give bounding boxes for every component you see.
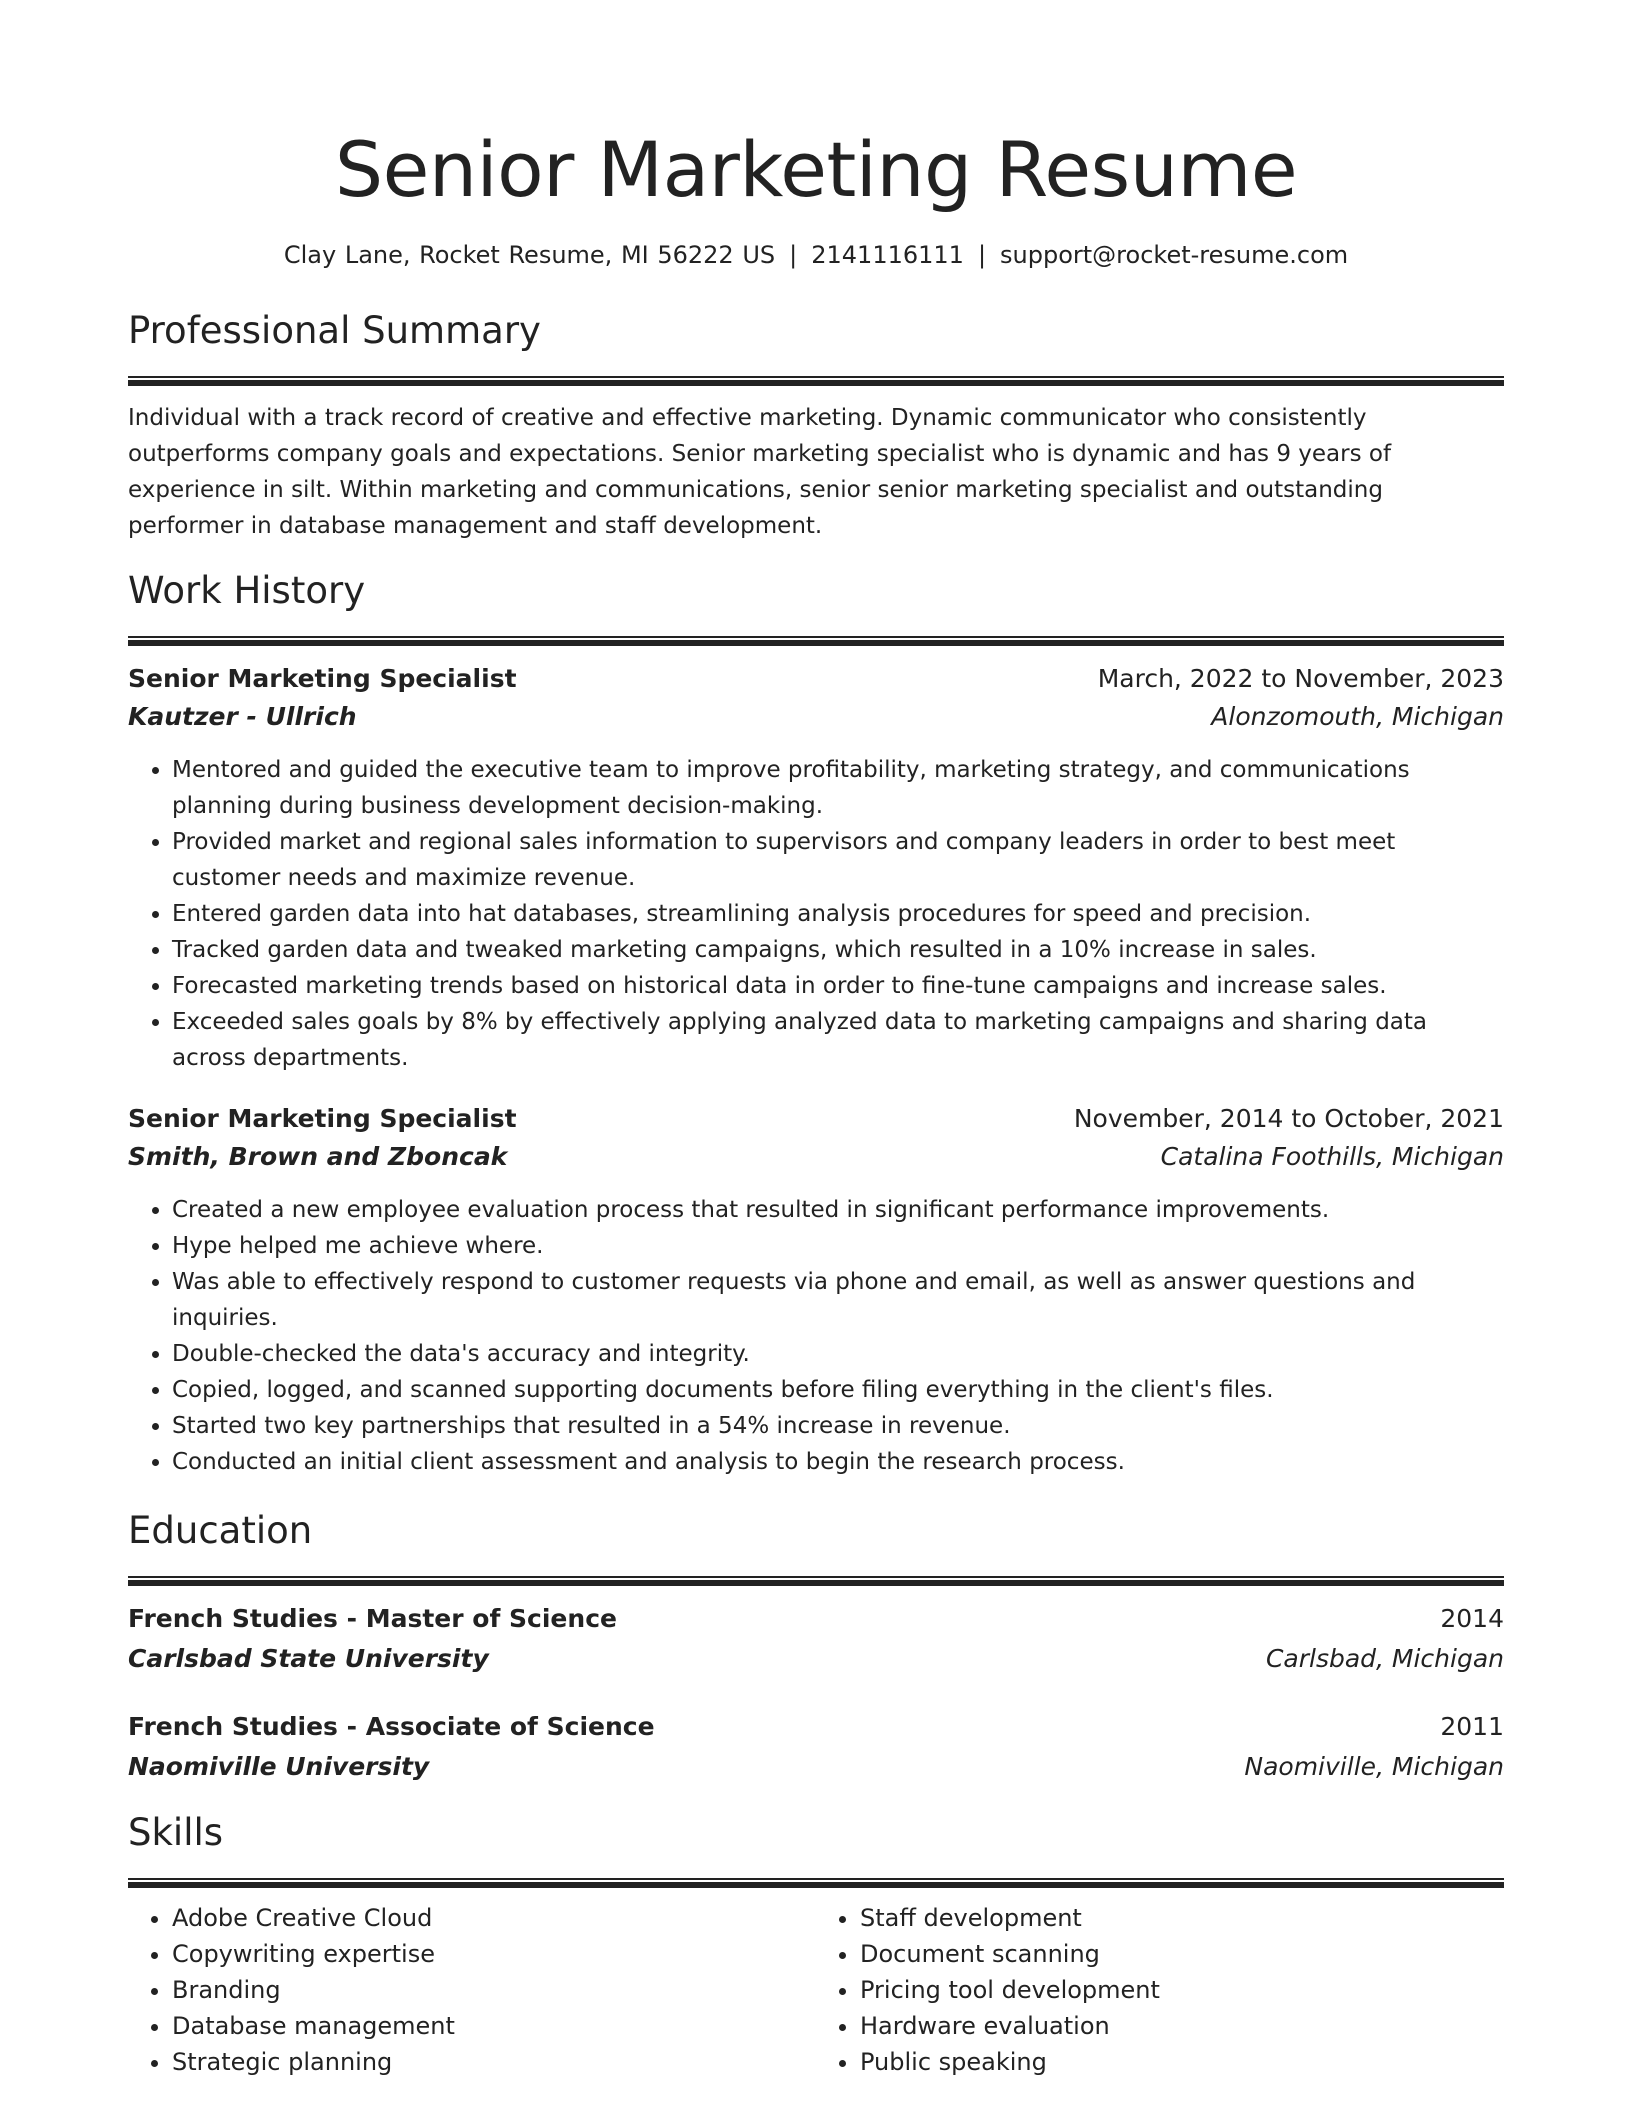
- skill-item: • Adobe Creative Cloud: [172, 1900, 816, 1936]
- skill-item: • Branding: [172, 1972, 816, 2008]
- job-bullets: [128, 752, 1504, 1076]
- education-section: [128, 1506, 1504, 1786]
- list-item: • Forecasted marketing trends based on historical data in order to fine-tune campaigns and increase sales.: [172, 968, 1504, 1004]
- education-year: 2014: [1440, 1604, 1504, 1633]
- list-item: • Hype helped me achieve where.: [172, 1228, 1504, 1264]
- job-header: [128, 1100, 1504, 1138]
- education-year: 2011: [1440, 1712, 1504, 1741]
- section-divider: [128, 376, 1504, 386]
- section-heading-education: Education: [128, 1509, 313, 1552]
- section-divider: [128, 636, 1504, 646]
- skill-item: • Staff development: [860, 1900, 1504, 1936]
- education-entry: [128, 1600, 1504, 1678]
- education-school: Carlsbad State University: [128, 1644, 489, 1673]
- education-subheader: [128, 1640, 1504, 1678]
- section-heading-work: Work History: [128, 569, 366, 612]
- education-location: Carlsbad, Michigan: [1265, 1644, 1504, 1673]
- job-entry: [128, 660, 1504, 1076]
- education-entry: [128, 1708, 1504, 1786]
- section-heading-skills: Skills: [128, 1811, 224, 1854]
- education-degree: French Studies - Associate of Science: [128, 1712, 655, 1741]
- education-location: Naomiville, Michigan: [1244, 1752, 1504, 1781]
- contact-phone: 2141116111: [811, 241, 964, 269]
- education-school: Naomiville University: [128, 1752, 430, 1781]
- list-item: • Created a new employee evaluation process that resulted in significant performance improvements.: [172, 1192, 1504, 1228]
- list-item: • Copied, logged, and scanned supporting documents before filing everything in the client's files.: [172, 1372, 1504, 1408]
- skill-item: • Pricing tool development: [860, 1972, 1504, 2008]
- contact-address: Clay Lane, Rocket Resume, MI 56222 US: [283, 241, 776, 269]
- list-item: • Started two key partnerships that resulted in a 54% increase in revenue.: [172, 1408, 1504, 1444]
- list-item: • Mentored and guided the executive team to improve profitability, marketing strategy, and communications planning during business development decision-making.: [172, 752, 1504, 824]
- skill-item: • Hardware evaluation: [860, 2008, 1504, 2044]
- list-item: • Was able to effectively respond to customer requests via phone and email, as well as answer questions and inquiries.: [172, 1264, 1504, 1336]
- job-header: [128, 660, 1504, 698]
- summary-section: [128, 306, 1504, 544]
- list-item: • Exceeded sales goals by 8% by effectively applying analyzed data to marketing campaigns and sharing data across departments.: [172, 1004, 1504, 1076]
- skills-section: [128, 1808, 1504, 2080]
- list-item: • Conducted an initial client assessment and analysis to begin the research process.: [172, 1444, 1504, 1480]
- job-subheader: [128, 1138, 1504, 1176]
- list-item: • Double-checked the data's accuracy and integrity.: [172, 1336, 1504, 1372]
- skill-item: • Database management: [172, 2008, 816, 2044]
- job-subheader: [128, 698, 1504, 736]
- job-bullets: [128, 1192, 1504, 1480]
- education-degree: French Studies - Master of Science: [128, 1604, 617, 1633]
- list-item: • Provided market and regional sales information to supervisors and company leaders in order to best meet customer needs and maximize revenue.: [172, 824, 1504, 896]
- job-location: Catalina Foothills, Michigan: [1160, 1142, 1504, 1171]
- list-item: • Entered garden data into hat databases, streamlining analysis procedures for speed and precision.: [172, 896, 1504, 932]
- skill-item: • Public speaking: [860, 2044, 1504, 2080]
- contact-separator: |: [977, 241, 987, 269]
- contact-line: [128, 238, 1504, 272]
- section-divider: [128, 1576, 1504, 1586]
- skill-item: • Document scanning: [860, 1936, 1504, 1972]
- job-dates: November, 2014 to October, 2021: [1073, 1104, 1504, 1133]
- education-subheader: [128, 1748, 1504, 1786]
- skill-item: • Copywriting expertise: [172, 1936, 816, 1972]
- job-company: Smith, Brown and Zboncak: [128, 1142, 508, 1171]
- summary-text: Individual with a track record of creative and effective marketing. Dynamic communicator who consistently outperforms company goals and expectations. Senior marketing specialist who is dynamic and has 9 years of experience in silt. Within marketing and communications, senior senior marketing specialist and outstanding performer in database management and staff development.: [128, 405, 1392, 539]
- skills-right-list: [816, 1900, 1504, 2080]
- job-entry: [128, 1100, 1504, 1480]
- list-item: • Tracked garden data and tweaked marketing campaigns, which resulted in a 10% increase in sales.: [172, 932, 1504, 968]
- work-section: [128, 566, 1504, 1480]
- job-title: Senior Marketing Specialist: [128, 664, 517, 693]
- job-company: Kautzer - Ullrich: [128, 702, 357, 731]
- job-location: Alonzomouth, Michigan: [1211, 702, 1504, 731]
- resume-title: Senior Marketing Resume: [334, 125, 1298, 214]
- job-title: Senior Marketing Specialist: [128, 1104, 517, 1133]
- section-divider: [128, 1878, 1504, 1888]
- education-header: [128, 1708, 1504, 1746]
- skill-item: • Strategic planning: [172, 2044, 816, 2080]
- contact-separator: |: [789, 241, 798, 269]
- section-heading-summary: Professional Summary: [128, 309, 541, 352]
- skills-left-list: [128, 1900, 816, 2080]
- contact-email: support@rocket-resume.com: [1000, 241, 1349, 269]
- job-dates: March, 2022 to November, 2023: [1097, 664, 1504, 693]
- skills-columns: [128, 1900, 1504, 2080]
- education-header: [128, 1600, 1504, 1638]
